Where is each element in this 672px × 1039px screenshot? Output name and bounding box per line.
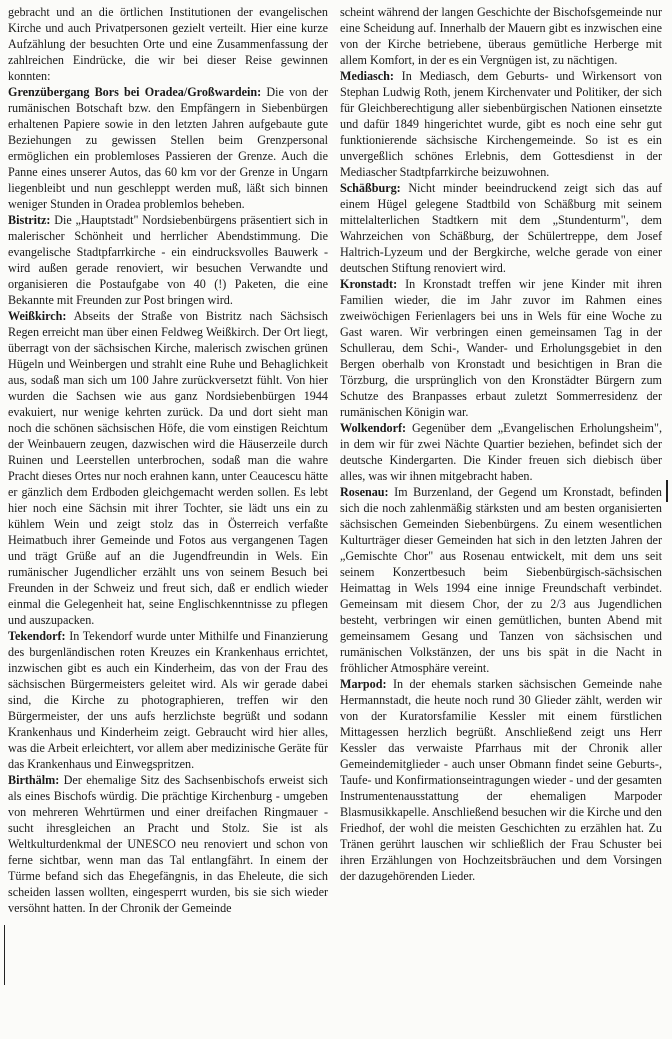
section-text: In Tekendorf wurde unter Mithilfe und Finanzierung des burgenländischen roten Kreuzes ein Krankenhaus errichtet, inzwischen gibt es auch ein Kinderheim, das von der Frau des sächsischen Bürgermeisters geleitet wird. Als wir gerade dabei sind, die Kirche zu photographieren, treffen wir den Bürgermeister, der uns aufs herzlichste begrüßt und sodann Krankenhaus und Kinderheim zeigt. Gebraucht wird hier alles, was die Arbeit erleichtert, vor allem aber medizinische Geräte für das Krankenhaus und Einwegspritzen.: [8, 629, 328, 771]
section-text: Im Burzenland, der Gegend um Kronstadt, befinden sich die noch zahlenmäßig stärksten und am besten organisierten sächsischen Gemeinden Siebenbürgens. Zu einem wesentlichen Kulturträger dieser Gemeinden hat sich in den letzten Jahren der „Gemischte Chor" aus Rosenau entwickelt, mit dem uns seit seinem Konzertbesuch beim Siebenbürgisch-sächsischen Heimattag in Wels 1994 eine innige Freundschaft verbindet. Gemeinsam mit diesem Chor, der zu 2/3 aus Jugendlichen besteht, verbringen wir einen gemütlichen, bunten Abend mit gemeinsamem Gesang und Tanzen von sächsischen und rumänischen Volkstänzen, der uns bis spät in die Nacht in fröhlicher Atmosphäre vereint.: [340, 485, 662, 675]
left-column: [8, 4, 328, 916]
section-heading: Birthälm:: [8, 773, 60, 787]
section-heading: Wolkendorf:: [340, 421, 407, 435]
section-marpod: [340, 676, 662, 884]
section-bistritz: [8, 212, 328, 308]
left-intro-paragraph: gebracht und an die örtlichen Institutionen der evangelischen Kirche und auch Privatpersonen gezielt verteilt. Hier eine kurze Aufzählung der besuchten Orte und eine Zusammenfassung der zahlreichen Eindrücke, die wir bei dieser Reise gewinnen konnten:: [8, 5, 328, 83]
section-heading: Kronstadt:: [340, 277, 398, 291]
section-text: Die von der rumänischen Botschaft bzw. den Empfängern in Siebenbürgen erhaltenen Papiere sowie in den letzten Jahren aufgebaute gute Beziehungen zu gewissen Stellen beim Grenzpersonal ermöglichen ein problemloses Passieren der Grenze. Auch die Panne eines unserer Autos, das 60 km vor der Grenze in Ungarn liegenbleibt und nun geschleppt werden muß, läßt sich binnen weniger Stunden in Oradea problemlos beheben.: [8, 85, 328, 211]
section-text: Abseits der Straße von Bistritz nach Sächsisch Regen erreicht man über einen Feldweg Weißkirch. Der Ort liegt, überragt von der sächsischen Kirche, malerisch zwischen grünen Hügeln und Weinbergen und strahlt eine Ruhe und Behaglichkeit aus, sodaß man sich um 100 Jahre zurückversetzt fühlt. Von hier wurden die Sachsen wie aus ganz Nordsiebenbürgen 1944 evakuiert, nur wenige kehrten zurück. Da und dort sieht man noch die schönen sächsischen Höfe, die vom einstigen Reichtum der Weinbauern zeugen, dazwischen wird die Häuserzeile durch Ruinen und Leerstellen unterbrochen, sodaß man die wahre Pracht dieses Ortes nur noch erahnen kann, unter Ceaucescu hätte er gänzlich dem Erdboden gleichgemacht werden sollen. Es lebt hier noch eine Sächsin mit ihrer Tochter, sie lädt uns ein zu kühlem Wein und zeigt stolz das in Österreich verfaßte Heimatbuch ihrer Gemeinde und Fotos aus vergangenen Tagen und trägt Grüße auf an die Jugendfreundin in Wels. Ein rumänischer Jugendlicher erzählt uns von seinem Besuch bei Freunden in der Schweiz und freut sich, daß er endlich wieder einmal die Gelegenheit hat, seine Englischkenntnisse zu pflegen und auszupacken.: [8, 309, 328, 627]
section-text: Nicht minder beeindruckend zeigt sich das auf einem Hügel gelegene Stadtbild von Schäßburg mit seinem mittelalterlichen Stadtkern mit dem „Stundenturm", dem Wahrzeichen von Schäßburg, der Schülertreppe, dem Josef Haltrich-Lyzeum und der Bergkirche, welche gerade von einer deutschen Stiftung renoviert wird.: [340, 181, 662, 275]
section-tekendorf: [8, 628, 328, 772]
section-weisskirch: [8, 308, 328, 628]
section-heading: Bistritz:: [8, 213, 51, 227]
section-rosenau: [340, 484, 662, 676]
section-heading: Weißkirch:: [8, 309, 67, 323]
section-heading: Rosenau:: [340, 485, 389, 499]
section-wolkendorf: [340, 420, 662, 484]
right-intro-paragraph: scheint während der langen Geschichte der Bischofsgemeinde nur eine Scheidung auf. Innerhalb der Mauern gibt es inzwischen eine von der Kirche betriebene, überaus gemütliche Herberge mit allem Komfort, in der es ein Vergnügen ist, zu nächtigen.: [340, 5, 662, 67]
section-text: In Kronstadt treffen wir jene Kinder mit ihren Familien wieder, die im Jahr zuvor im Rahmen eines zweiwöchigen Ferienlagers bei uns in Wels für eine Woche zu Gast waren. Wir verbringen einen gemeinsamen Tag in der Schullerau, dem Schi-, Wander- und Erholungsgebiet in den Bergen oberhalb von Kronstadt und besichtigen in Bran die Törzburg, die ursprünglich von den Kronstädter Bürgern zum Schutze des Branpasses erbaut zuletzt Sommerresidenz der rumänischen Königin war.: [340, 277, 662, 419]
section-kronstadt: [340, 276, 662, 420]
section-heading: Mediasch:: [340, 69, 394, 83]
section-text: In Mediasch, dem Geburts- und Wirkensort von Stephan Ludwig Roth, jenem Kirchenvater und Politiker, der sich für Gleichberechtigung aller siebenbürgischen Nationen einsetzte und dafür 1849 hingerichtet wurde, gibt es noch eine sehr gut funktionierende sächsische Kirchengemeinde. So ist es ein unvergeßlich schönes Erlebnis, dem Gottesdienst in der Mediascher Stadtpfarrkirche beizuwohnen.: [340, 69, 662, 179]
section-text: Der ehemalige Sitz des Sachsenbischofs erweist sich als eines Bischofs würdig. Die prächtige Kirchenburg - umgeben von mehreren Wehrtürmen und einer dreifachen Ringmauer - sucht ihresgleichen an Pracht und Stolz. Sie ist als Weltkulturdenkmal der UNESCO neu renoviert und schon von ferne sichtbar, wenn man das Tal entlangfährt. In einem der Türme befand sich das Ehegefängnis, in das Eheleute, die sich scheiden lassen wollten, eingesperrt wurden, bis sie sich wieder versöhnt hatten. In der Chronik der Gemeinde: [8, 773, 328, 915]
section-heading: Tekendorf:: [8, 629, 66, 643]
section-heading: Grenzübergang Bors bei Oradea/Großwardein:: [8, 85, 262, 99]
section-text: Gegenüber dem „Evangelischen Erholungsheim", in dem wir für zwei Nächte Quartier beziehen, befindet sich der deutsche Kindergarten. Die Kinder freuen sich diebisch über alles, was wir ihnen mitgebracht haben.: [340, 421, 662, 483]
section-text: Die „Hauptstadt" Nordsiebenbürgens präsentiert sich in malerischer Schönheit und herrlicher Abendstimmung. Die evangelische Stadtpfarrkirche - ein eindrucksvolles Bauwerk - wird außen gerade renoviert, wir besuchen Verwandte und organisieren die Postaufgabe von 40 (!) Paketen, die eine Bekannte mit Freunden zur Post bringen wird.: [8, 213, 328, 307]
scan-edge-mark: [4, 925, 5, 985]
right-column: [340, 4, 662, 884]
section-heading: Schäßburg:: [340, 181, 401, 195]
section-mediasch: [340, 68, 662, 180]
section-grenzuebergang: [8, 84, 328, 212]
section-birthaelm: [8, 772, 328, 916]
section-heading: Marpod:: [340, 677, 387, 691]
section-text: In der ehemals starken sächsischen Gemeinde nahe Hermannstadt, die heute noch rund 30 Glieder zählt, werden wir von der Kuratorsfamilie Kessler mit einem fürstlichen Mittagessen herzlich begrüßt. Anschließend zeigt uns Herr Kessler das verwaiste Pfarrhaus mit der Chronik aller Gemeindemitglieder - auch unser Obmann findet seine Geburts-, Taufe- und Konfirmationseintragungen wieder - und der gesamten Instrumentenausstattung der ehemaligen Marpoder Blasmusikkapelle. Anschließend besuchen wir die Kirche und den Friedhof, der wohl die meisten Geschichten zu erzählen hat. Zu Tränen gerührt lauschen wir schließlich der Frau Schuster bei ihren Erzählungen von Hochzeitsbräuchen und dem Vorsingen der dazugehörenden Lieder.: [340, 677, 662, 883]
section-schaessburg: [340, 180, 662, 276]
scan-edge-mark: [666, 480, 668, 502]
